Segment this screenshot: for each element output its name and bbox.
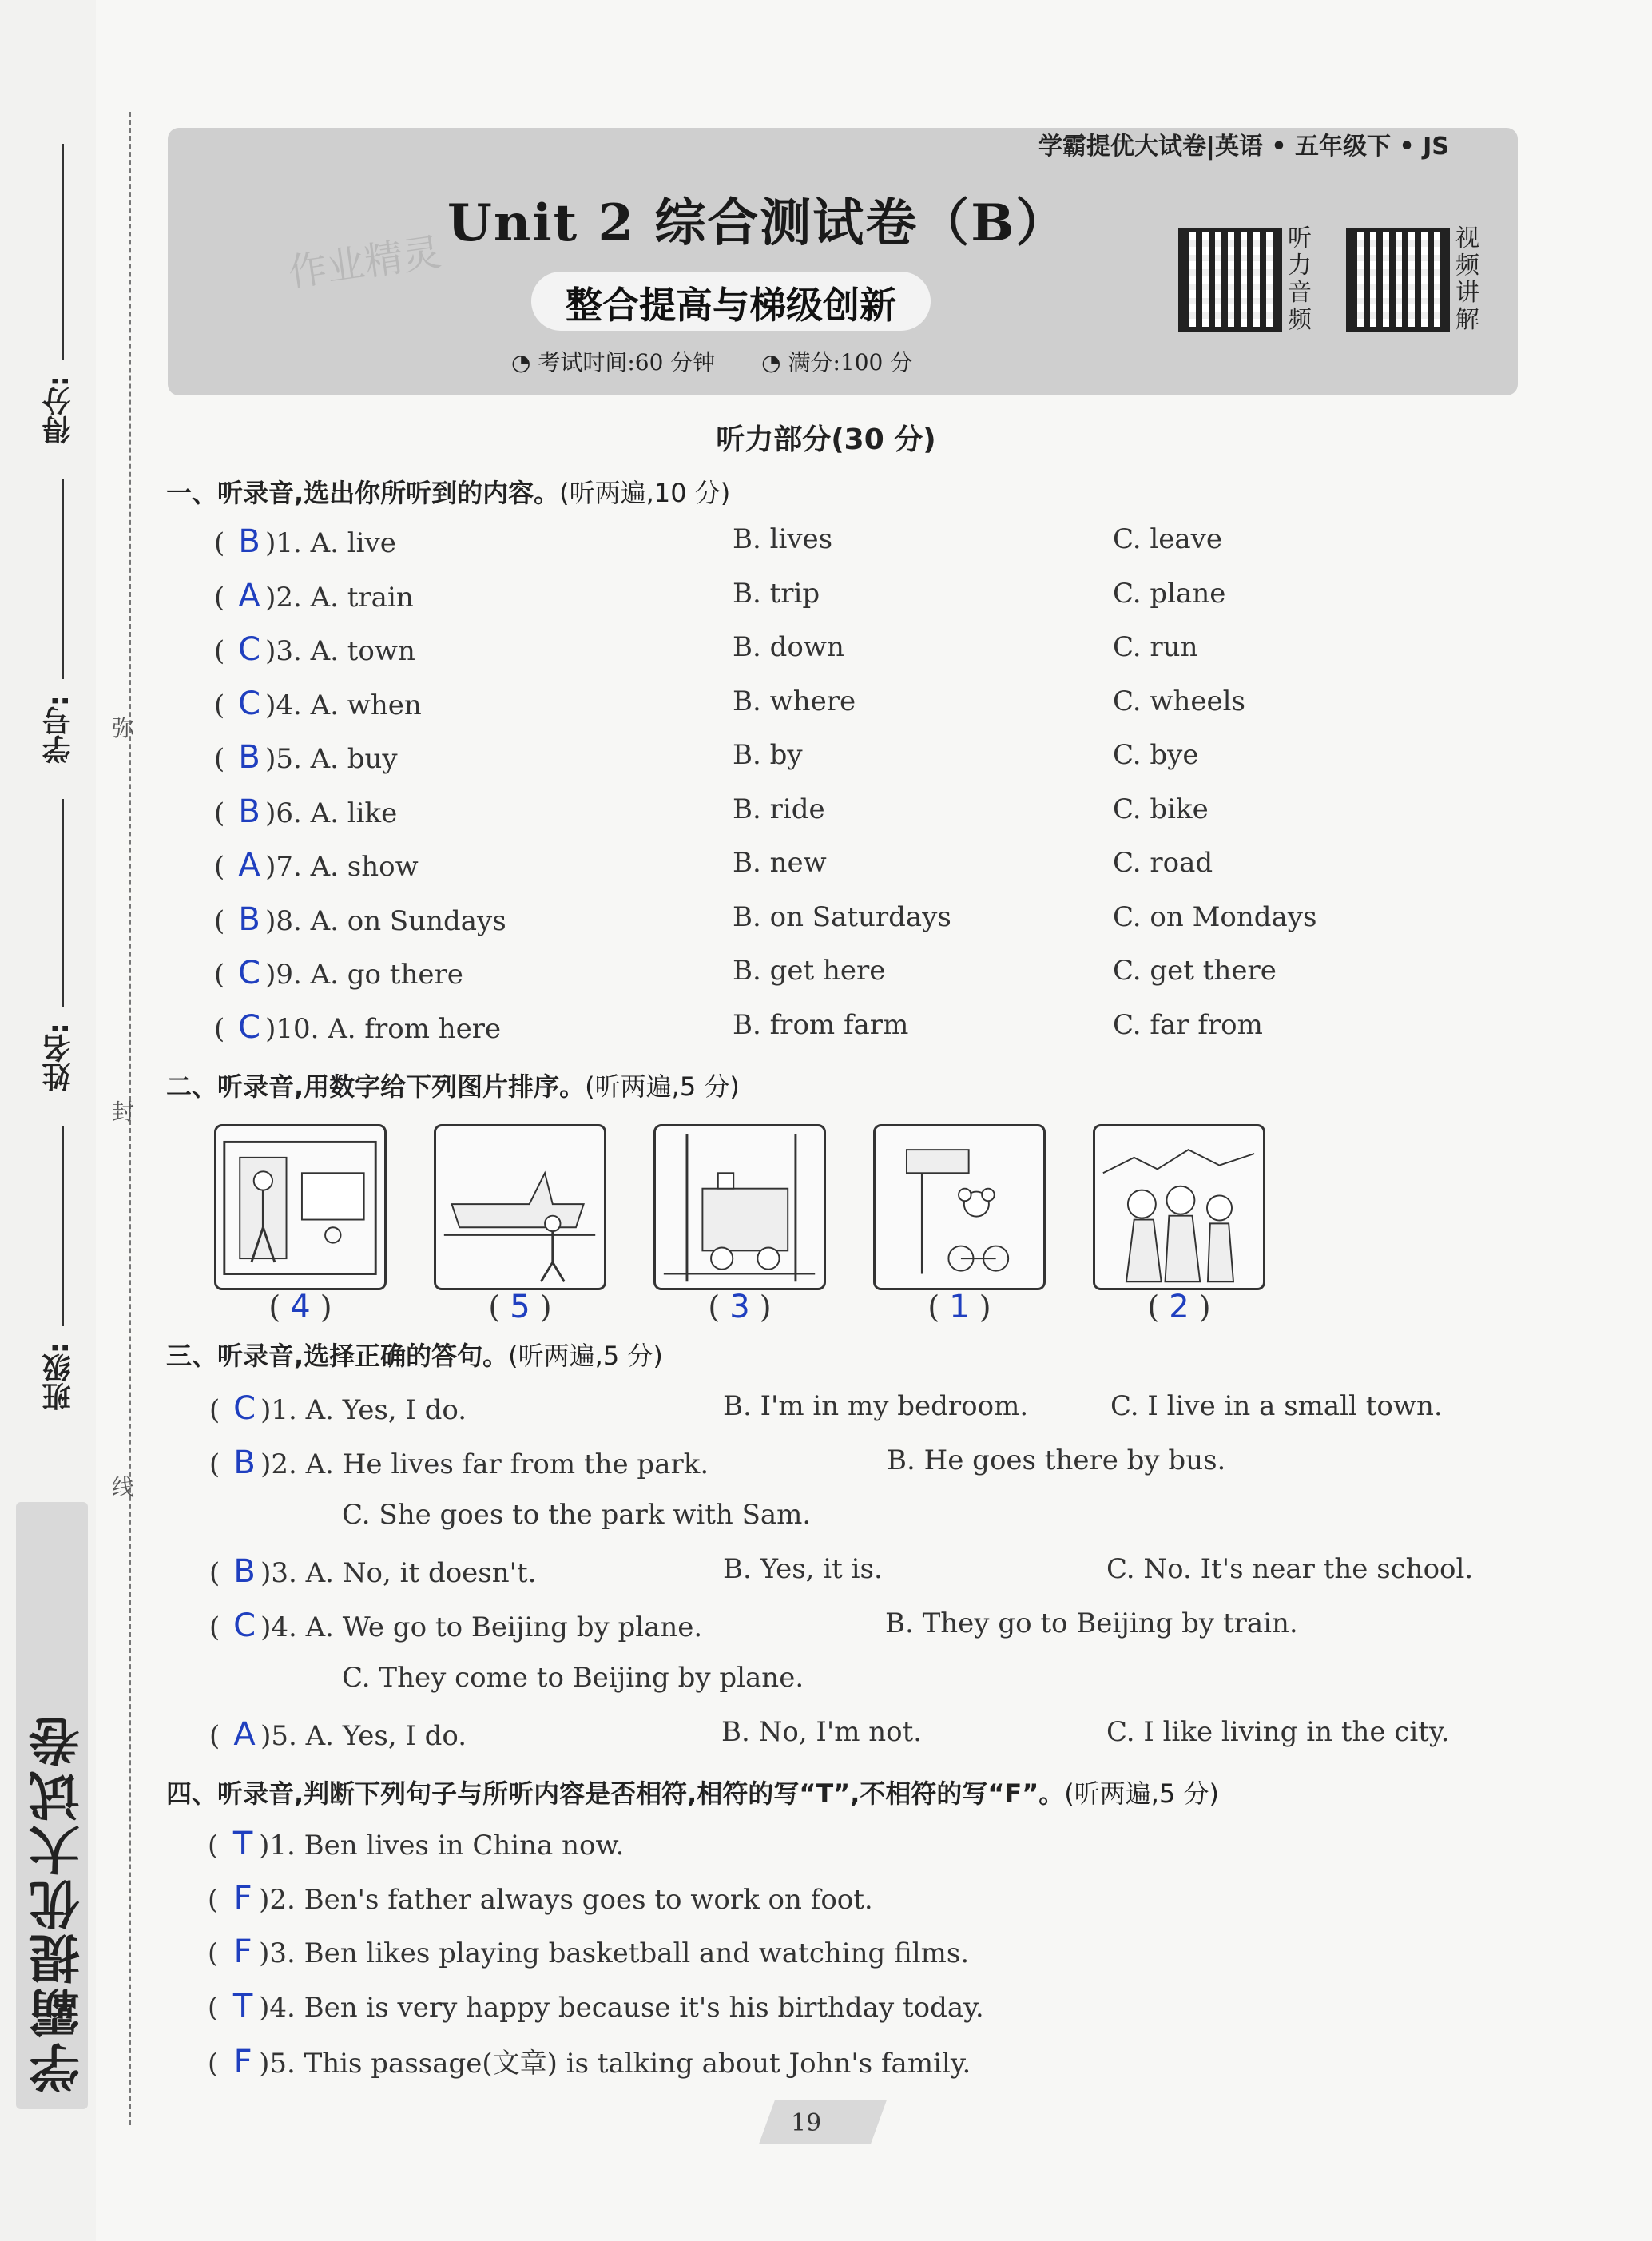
open-paren: ( [214, 527, 234, 559]
exam-time: 考试时间:60 分钟 [538, 349, 716, 375]
open-paren: ( [214, 1012, 234, 1045]
page-title: Unit 2 综合测试卷（B） [447, 193, 1069, 253]
seal-char-3: 线 [112, 1474, 135, 1500]
choice-row [209, 1553, 536, 1590]
judgement-row [208, 1880, 873, 1917]
open-paren: ( [214, 904, 234, 937]
answer-mark: B [233, 1553, 256, 1590]
statement: )3. Ben likes playing basketball and watching films. [259, 1937, 970, 1969]
section3-heading: 三、听录音,选择正确的答句。 [166, 1341, 509, 1371]
choice-row [214, 847, 419, 884]
option-a: )1. A. live [265, 527, 396, 559]
option-c: C. road [1113, 847, 1213, 879]
option-c: C. leave [1113, 523, 1223, 555]
choice-row [214, 1009, 501, 1046]
option-a: )9. A. go there [265, 959, 463, 991]
judgement-row [208, 1933, 969, 1970]
picture-order [873, 1289, 1046, 1325]
id-line [62, 479, 64, 679]
option-c: C. far from [1113, 1008, 1263, 1041]
option-c: C. She goes to the park with Sam. [342, 1499, 812, 1531]
option-a: )5. A. buy [265, 743, 398, 775]
answer-mark: F [233, 2044, 252, 2080]
answer-mark: B [238, 523, 260, 560]
open-paren: ( [214, 743, 234, 775]
answer-mark: B [238, 900, 260, 938]
answer-mark: F [233, 1933, 252, 1970]
option-a: )2. A. train [265, 581, 414, 614]
picture-order [1093, 1289, 1265, 1325]
option-b: B. from farm [733, 1008, 909, 1041]
open-paren: ( [208, 2048, 228, 2080]
choice-row [214, 578, 414, 614]
option-a: )6. A. like [265, 797, 398, 829]
option-a: )7. A. show [265, 851, 419, 883]
class-label: 班级: [42, 1342, 75, 1412]
section2-title [166, 1067, 740, 1103]
option-b: B. where [733, 685, 856, 717]
section4-title [166, 1774, 1219, 1810]
choice-row [214, 523, 396, 560]
section1-title [166, 473, 730, 510]
option-c: C. I live in a small town. [1110, 1390, 1443, 1422]
open-paren: ( [268, 1289, 291, 1325]
exam-score: 满分:100 分 [788, 349, 913, 375]
section1-heading: 一、听录音,选出你所听到的内容。 [166, 478, 560, 508]
option-c: C. on Mondays [1113, 900, 1317, 933]
option-c: C. plane [1113, 577, 1226, 610]
answer-mark: 2 [1169, 1289, 1189, 1325]
option-b: B. Yes, it is. [723, 1553, 883, 1585]
answer-mark: C [238, 1008, 261, 1046]
statement: )2. Ben's father always goes to work on foot. [259, 1883, 873, 1916]
picture-order [214, 1289, 387, 1325]
option-a: )3. A. No, it doesn't. [260, 1557, 537, 1589]
score-label: 得分: [42, 375, 75, 445]
option-c: C. get there [1113, 955, 1277, 987]
judgement-row [208, 2041, 971, 2080]
answer-mark: A [238, 847, 260, 884]
choice-row [209, 1444, 709, 1481]
option-a: )8. A. on Sundays [265, 904, 506, 937]
option-b: B. ride [733, 793, 825, 825]
answer-mark: C [233, 1390, 256, 1427]
option-a: )2. A. He lives far from the park. [260, 1448, 709, 1480]
open-paren: ( [208, 1883, 228, 1916]
mouse-bike-picture [873, 1124, 1046, 1290]
choice-row [209, 1607, 702, 1644]
option-a: )1. A. Yes, I do. [260, 1394, 467, 1426]
brand-text: 学霸提优大试卷 [30, 1713, 89, 2093]
page-tab [759, 2100, 887, 2144]
statement: )1. Ben lives in China now. [259, 1830, 625, 1862]
section3-note: (听两遍,5 分) [508, 1341, 663, 1371]
close-paren: ) [749, 1289, 772, 1325]
answer-mark: A [238, 577, 260, 614]
seal-char-1: 弥 [112, 715, 135, 741]
open-paren: ( [214, 959, 234, 991]
section4-heading: 四、听录音,判断下列句子与所听内容是否相符,相符的写“T”,不相符的写“F”。 [166, 1778, 1065, 1809]
option-b: B. down [733, 631, 844, 663]
open-paren: ( [209, 1557, 229, 1589]
page-subtitle: 整合提高与梯级创新 [566, 284, 896, 327]
choice-row [214, 793, 397, 830]
answer-mark: C [238, 955, 261, 991]
answer-mark: 4 [290, 1289, 311, 1325]
answer-mark: 5 [510, 1289, 530, 1325]
id-label: 学号: [42, 695, 75, 765]
choice-row [214, 631, 415, 668]
answer-mark: C [238, 631, 261, 668]
train-boarding-picture [214, 1124, 387, 1290]
option-b: B. He goes there by bus. [887, 1444, 1226, 1476]
open-paren: ( [1147, 1289, 1170, 1325]
name-line [62, 799, 64, 1007]
page-number: 19 [791, 2109, 822, 2137]
option-c: C. bye [1113, 739, 1199, 771]
open-paren: ( [208, 1937, 228, 1969]
statement: )5. This passage(文章) is talking about John's family. [259, 2048, 971, 2080]
open-paren: ( [708, 1289, 730, 1325]
seal-char-2: 封 [112, 1099, 135, 1125]
choice-row [209, 1390, 467, 1427]
open-paren: ( [209, 1448, 229, 1480]
close-paren: ) [530, 1289, 552, 1325]
open-paren: ( [209, 1720, 229, 1752]
choice-row [214, 739, 398, 776]
answer-mark: C [233, 1607, 256, 1644]
option-c: C. I like living in the city. [1106, 1716, 1450, 1748]
section4-note: (听两遍,5 分) [1064, 1778, 1219, 1809]
open-paren: ( [209, 1611, 229, 1643]
qr-video-icon[interactable] [1346, 228, 1450, 332]
option-a: )3. A. town [265, 635, 415, 667]
class-line [62, 1126, 64, 1326]
open-paren: ( [214, 797, 234, 829]
choice-row [214, 901, 506, 938]
answer-mark: 3 [729, 1289, 750, 1325]
close-paren: ) [310, 1289, 332, 1325]
score-line [62, 144, 64, 360]
option-c: C. bike [1113, 793, 1209, 825]
choice-row [214, 685, 422, 722]
option-b: B. get here [733, 955, 886, 987]
judgement-row [208, 1988, 984, 2024]
section2-heading: 二、听录音,用数字给下列图片排序。 [166, 1071, 586, 1102]
option-c: C. run [1113, 631, 1198, 663]
option-b: B. No, I'm not. [721, 1716, 923, 1748]
option-a: )4. A. We go to Beijing by plane. [260, 1611, 703, 1643]
watermark: 作业精灵 [285, 229, 444, 296]
option-b: B. lives [733, 523, 833, 555]
option-c: C. No. It's near the school. [1106, 1553, 1474, 1585]
close-paren: ) [1189, 1289, 1211, 1325]
exam-info [511, 345, 912, 377]
option-b: B. They go to Beijing by train. [885, 1607, 1298, 1639]
option-b: B. I'm in my bedroom. [723, 1390, 1029, 1422]
option-c: C. They come to Beijing by plane. [342, 1662, 804, 1694]
answer-mark: F [233, 1879, 252, 1917]
qr-audio-label: 听力音频 [1288, 224, 1312, 334]
close-paren: ) [969, 1289, 991, 1325]
steam-train-picture [653, 1124, 826, 1290]
open-paren: ( [209, 1394, 229, 1426]
open-paren: ( [214, 689, 234, 721]
option-b: B. on Saturdays [733, 900, 951, 933]
option-a: )5. A. Yes, I do. [260, 1720, 467, 1752]
name-label: 姓名: [42, 1023, 75, 1092]
statement: )4. Ben is very happy because it's his birthday today. [259, 1991, 984, 2024]
option-b: B. new [733, 847, 827, 879]
answer-mark: T [232, 1826, 253, 1862]
open-paren: ( [927, 1289, 950, 1325]
answer-mark: B [238, 793, 260, 830]
section2-note: (听两遍,5 分) [585, 1071, 740, 1102]
choice-row [214, 955, 463, 991]
part-title: 听力部分(30 分) [716, 423, 936, 456]
qr-audio-icon[interactable] [1178, 228, 1282, 332]
picture-order [434, 1289, 606, 1325]
option-b: B. trip [733, 577, 820, 610]
great-wall-family-picture [1093, 1124, 1265, 1290]
clock-icon: ◔ [511, 349, 538, 375]
answer-mark: T [232, 1987, 253, 2024]
option-b: B. by [733, 739, 803, 771]
open-paren: ( [488, 1289, 510, 1325]
series-label: 学霸提优大试卷|英语 • 五年级下 • JS [1038, 133, 1449, 161]
open-paren: ( [214, 851, 234, 883]
section3-title [166, 1336, 663, 1373]
answer-mark: B [233, 1444, 256, 1481]
open-paren: ( [214, 635, 234, 667]
option-c: C. wheels [1113, 685, 1245, 717]
section1-note: (听两遍,10 分) [559, 478, 731, 508]
option-a: )4. A. when [265, 689, 422, 721]
answer-mark: B [238, 739, 260, 776]
answer-mark: C [238, 685, 261, 722]
open-paren: ( [208, 1830, 228, 1862]
clock-icon: ◔ [761, 349, 788, 375]
choice-row [209, 1716, 467, 1753]
open-paren: ( [214, 581, 234, 614]
option-a: )10. A. from here [265, 1012, 502, 1045]
open-paren: ( [208, 1991, 228, 2024]
answer-mark: 1 [949, 1289, 970, 1325]
ship-walking-picture [434, 1124, 606, 1290]
answer-mark: A [233, 1716, 256, 1753]
qr-video-label: 视频讲解 [1455, 224, 1479, 334]
judgement-row [208, 1826, 624, 1862]
picture-order [653, 1289, 826, 1325]
